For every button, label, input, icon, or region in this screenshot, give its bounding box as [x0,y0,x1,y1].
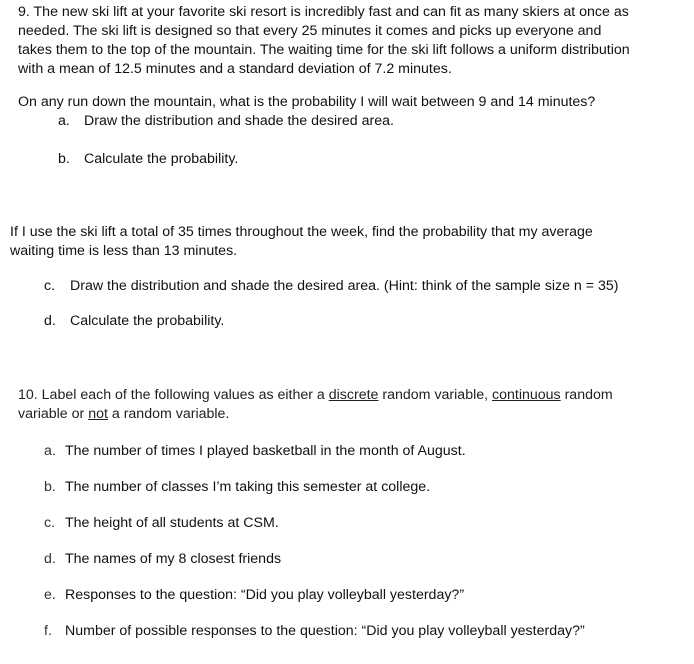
question-10-item-f [44,622,585,641]
question-10-item-a [44,442,466,461]
continuous-term: continuous [492,387,561,403]
part-text: Draw the distribution and shade the desired area. (Hint: think of the sample size n = 35) [70,278,619,294]
question-9-prompt-text: On any run down the mountain, what is the probability I will wait between 9 and 14 minutes? [18,94,596,110]
question-9-intro [18,3,630,79]
item-label: f. [44,623,52,639]
question-10-intro [18,386,613,424]
item-label: c. [44,515,56,531]
question-10-item-d [44,550,281,569]
item-label: a. [44,443,56,459]
part-text: Calculate the probability. [70,313,225,329]
q10-text: 10. Label each of the following values as either a [18,387,329,403]
q10-text: variable or [18,406,89,422]
question-9-line-3: takes them to the top of the mountain. The waiting time for the ski lift follows a uniform distribution [18,42,630,58]
followup-line-2: waiting time is less than 13 minutes. [10,243,238,259]
question-9-part-c [44,277,619,296]
discrete-term: discrete [328,387,379,403]
part-label: b. [58,151,70,167]
question-10-line-1 [18,386,613,405]
item-text: Number of possible responses to the question: “Did you play volleyball yesterday?” [65,623,585,639]
item-text: Responses to the question: “Did you play volleyball yesterday?” [65,587,465,603]
item-label: e. [44,587,56,603]
part-text: Draw the distribution and shade the desired area. [84,113,394,129]
part-label: a. [58,113,70,129]
item-text: The number of times I played basketball in the month of August. [65,443,466,459]
part-text: Calculate the probability. [84,151,239,167]
question-10-line-2 [18,405,613,424]
q10-text: a random variable. [107,406,230,422]
followup-line-1: If I use the ski lift a total of 35 times throughout the week, find the probability that my average [10,224,593,240]
item-text: The names of my 8 closest friends [65,551,282,567]
question-9-followup [10,223,593,261]
item-text: The number of classes I’m taking this semester at college. [65,479,431,495]
part-label: c. [44,278,56,294]
q10-text: random variable, [378,387,493,403]
q10-text: random [560,387,613,403]
question-9-prompt [18,93,595,112]
part-label: d. [44,313,56,329]
question-9-part-b [58,150,238,169]
question-9-part-a [58,112,394,131]
question-10-item-b [44,478,430,497]
question-9-line-4: with a mean of 12.5 minutes and a standard deviation of 7.2 minutes. [18,61,452,77]
question-10-item-c [44,514,279,533]
item-label: b. [44,479,56,495]
question-9-part-d [44,312,224,331]
item-text: The height of all students at CSM. [65,515,279,531]
not-term: not [88,406,108,422]
question-10-item-e [44,586,464,605]
question-9-line-1: 9. The new ski lift at your favorite ski resort is incredibly fast and can fit as many skiers at once as [18,4,629,20]
question-9-line-2: needed. The ski lift is designed so that every 25 minutes it comes and picks up everyone and [18,23,602,39]
item-label: d. [44,551,56,567]
